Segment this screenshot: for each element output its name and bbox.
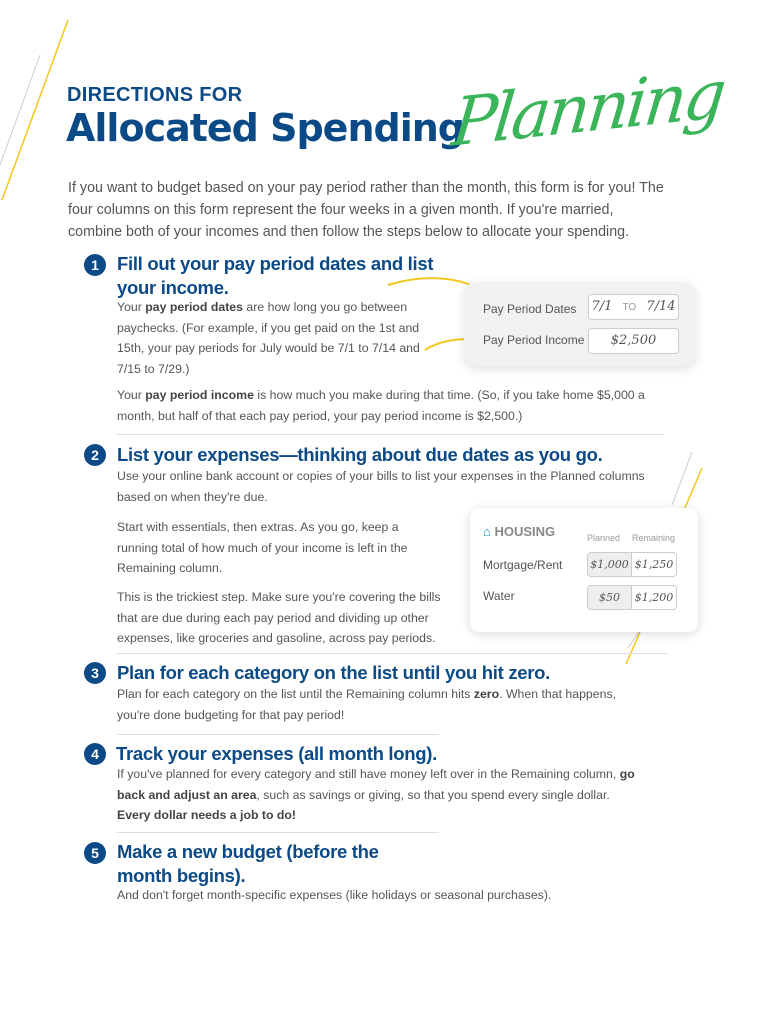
heading-line: your income. bbox=[117, 277, 229, 298]
divider bbox=[117, 832, 439, 833]
step-2-text-2: Start with essentials, then extras. As you go, keep a running total of how much of your income is left in the Remaining column. bbox=[117, 520, 408, 575]
step-number-4: 4 bbox=[84, 743, 106, 765]
step-heading-3: Plan for each category on the list until you hit zero. bbox=[117, 662, 551, 683]
heading-line: Fill out your pay period dates and list bbox=[117, 253, 434, 274]
housing-card bbox=[470, 508, 698, 632]
planned-field[interactable]: $50 bbox=[587, 585, 632, 610]
step-heading-1 bbox=[117, 252, 433, 300]
step-heading-2: List your expenses—thinking about due dates as you go. bbox=[117, 444, 603, 465]
step-5-text: And don't forget month-specific expenses (like holidays or seasonal purchases). bbox=[117, 888, 552, 902]
step-4-text: If you've planned for every category and still have money left over in the Remaining column, go back and adjust an area, such as savings or giving, so that you spend every single dollar. Every dollar needs a job to do! bbox=[117, 767, 635, 822]
step-number-1: 1 bbox=[84, 254, 106, 276]
remaining-field[interactable]: $1,200 bbox=[631, 585, 677, 610]
step-number-2: 2 bbox=[84, 444, 106, 466]
subtitle: DIRECTIONS FOR bbox=[67, 84, 243, 106]
step-1-text-2: Your pay period income is how much you make during that time. (So, if you take home $5,000 a month, but half of that each pay period, your pay period income is $2,500.) bbox=[117, 388, 645, 423]
col-remaining: Remaining bbox=[632, 533, 676, 543]
row-label: Mortgage/Rent bbox=[483, 558, 563, 572]
dates-label: Pay Period Dates bbox=[483, 302, 577, 316]
page-title: Allocated Spending bbox=[66, 106, 464, 150]
script-title: Planning bbox=[448, 55, 728, 162]
step-2-text-3: This is the trickiest step. Make sure you're covering the bills that are due during each pay period and dividing up other expenses, like groceries and gasoline, across pay periods. bbox=[117, 590, 441, 645]
step-number-3: 3 bbox=[84, 662, 106, 684]
step-heading-5 bbox=[117, 840, 379, 888]
divider bbox=[117, 734, 439, 735]
planned-field[interactable]: $1,000 bbox=[587, 552, 632, 577]
step-number-5: 5 bbox=[84, 842, 106, 864]
divider bbox=[117, 434, 664, 435]
step-heading-4: Track your expenses (all month long). bbox=[116, 743, 437, 764]
pay-period-card bbox=[464, 282, 696, 366]
dates-field[interactable]: 7/1 TO 7/14 bbox=[588, 294, 679, 320]
col-planned: Planned bbox=[587, 533, 621, 543]
step-3-text: Plan for each category on the list until the Remaining column hits zero. When that happens, you're done budgeting for that pay period! bbox=[117, 687, 617, 722]
step-1-text-1: Your pay period dates are how long you go between paychecks. (For example, if you get paid on the 1st and 15th, your pay periods for July would be 7/1 to 7/14 and 7/15 to 7/29.) bbox=[117, 300, 420, 376]
income-field[interactable]: $2,500 bbox=[588, 328, 679, 354]
home-icon: ⌂ bbox=[483, 524, 491, 539]
intro-text: If you want to budget based on your pay period rather than the month, this form is for you! The four columns on this form represent the four weeks in a given month. If you're married, combine both of your incomes and then follow the steps below to allocate your spending. bbox=[68, 180, 664, 240]
divider bbox=[117, 653, 667, 654]
heading-line: Make a new budget (before the bbox=[117, 841, 379, 862]
step-2-text-1: Use your online bank account or copies of your bills to list your expenses in the Planned columns based on when they're due. bbox=[117, 469, 645, 504]
income-label: Pay Period Income bbox=[483, 333, 585, 347]
remaining-field[interactable]: $1,250 bbox=[631, 552, 677, 577]
housing-title: ⌂ HOUSING bbox=[483, 524, 556, 539]
row-label: Water bbox=[483, 589, 515, 603]
heading-line: month begins). bbox=[117, 865, 246, 886]
